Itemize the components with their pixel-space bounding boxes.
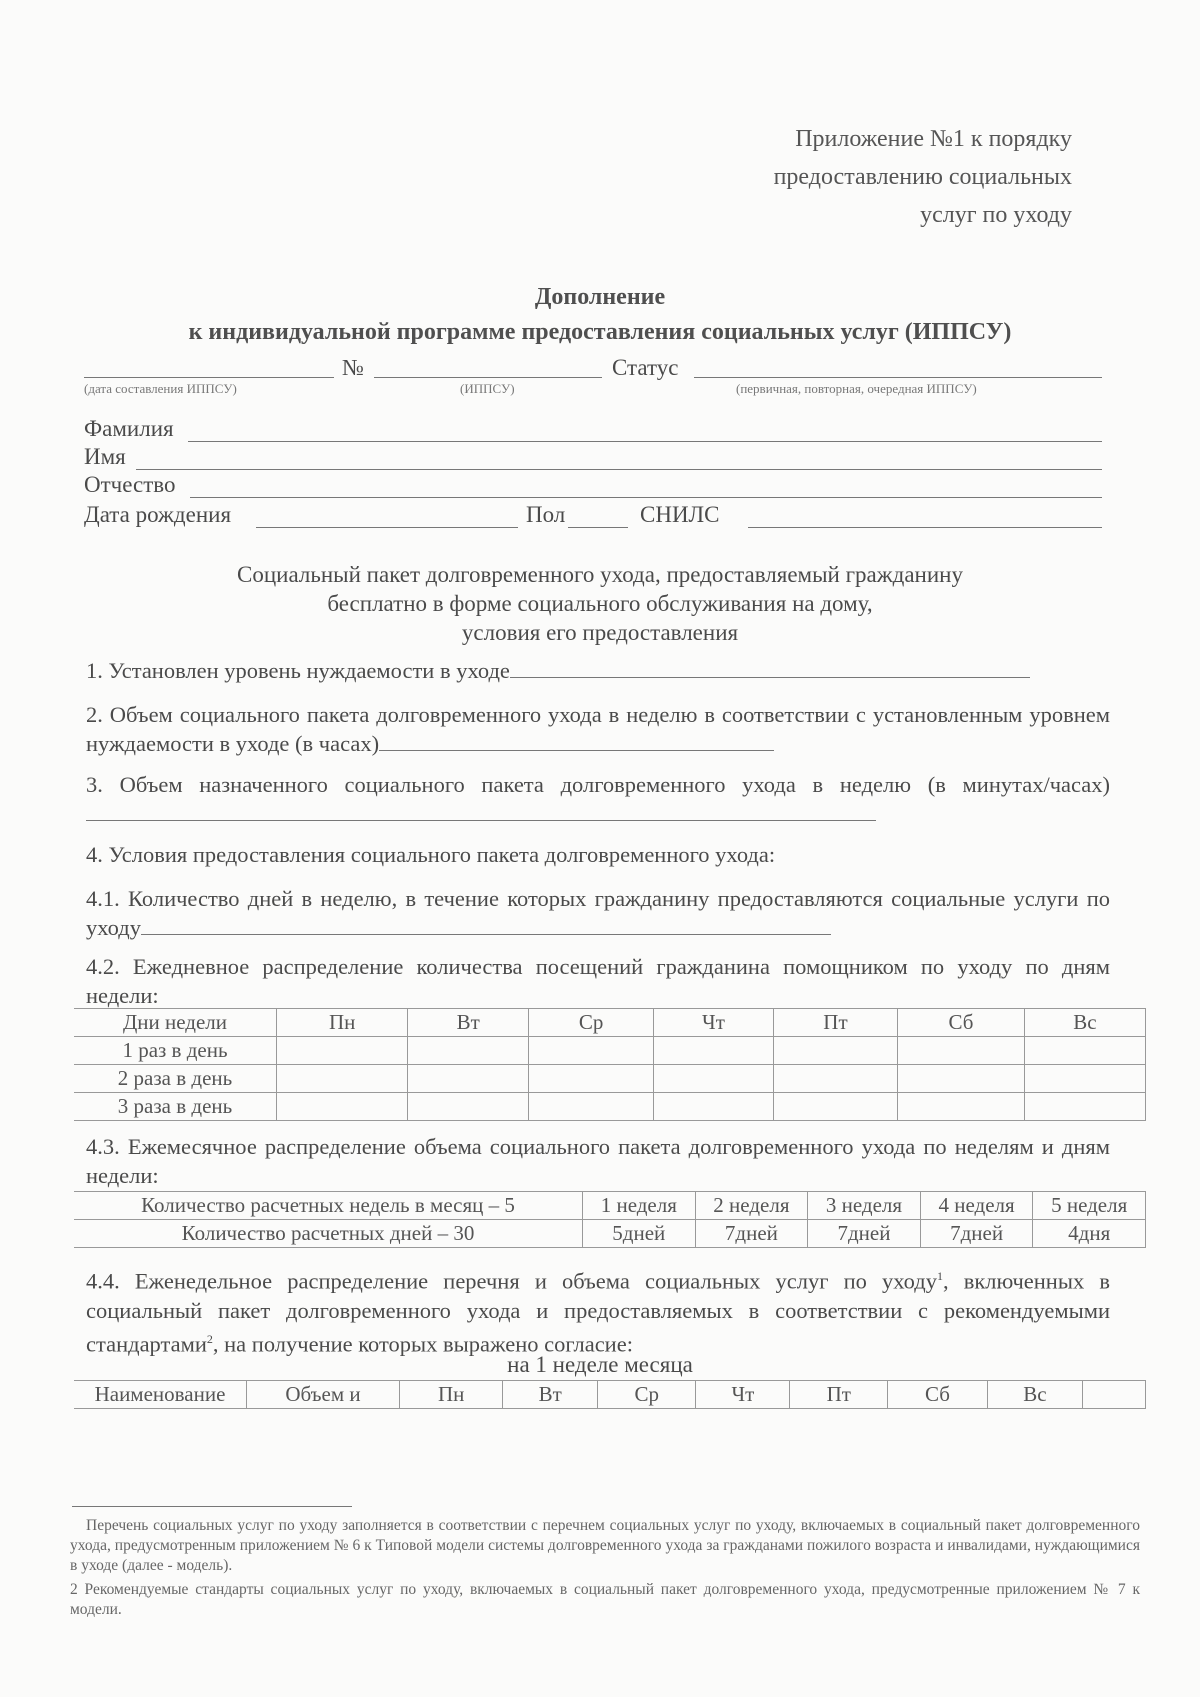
week1-caption: на 1 неделе месяца: [507, 1352, 693, 1377]
item-1-line[interactable]: [510, 659, 1030, 678]
item-4-2: 4.2. Ежедневное распределение количества посещений гражданина помощником по уходу по дням недели:: [86, 954, 1110, 1008]
visits-header-cell: Сб: [898, 1009, 1025, 1037]
item-3-text: 3. Объем назначенного социального пакета долговременного ухода в неделю (в минутах/часах): [86, 772, 1110, 797]
visits-header-cell: Пт: [773, 1009, 898, 1037]
visits-row-label: 3 раза в день: [74, 1093, 277, 1121]
visits-cell[interactable]: [1024, 1037, 1145, 1065]
ippsu-hint: (ИППСУ): [460, 381, 515, 396]
item-4-4: [86, 1262, 1110, 1358]
visits-cell[interactable]: [773, 1093, 898, 1121]
package-heading: [0, 560, 1200, 647]
name-field: [84, 442, 1102, 472]
visits-cell[interactable]: [1024, 1093, 1145, 1121]
visits-header-cell: Вс: [1024, 1009, 1145, 1037]
item-4-3: 4.3. Ежемесячное распределение объема социального пакета долговременного ухода по неделям и дням недели:: [86, 1134, 1110, 1188]
package-heading-line-3: условия его предоставления: [461, 620, 739, 645]
visits-cell[interactable]: [277, 1093, 408, 1121]
weekly-header-cell: Наименование: [74, 1381, 247, 1409]
monthly-table: [74, 1191, 1146, 1248]
weekly-services-table: [74, 1380, 1146, 1409]
appendix-line-2: предоставлению социальных: [773, 164, 1072, 190]
patronymic-field: [84, 470, 1102, 500]
monthly-days-cell: 7дней: [695, 1220, 808, 1248]
item-4-1-line[interactable]: [141, 916, 831, 935]
item-2-text: 2. Объем социального пакета долговременного ухода в неделю в соответствии с установленным уровнем нуждаемости в уходе (в часах): [86, 702, 1110, 756]
visits-header-cell: Вт: [408, 1009, 529, 1037]
monthly-days-label: Количество расчетных дней – 30: [74, 1220, 583, 1248]
monthly-week-cell: 3 неделя: [808, 1192, 921, 1220]
visits-cell[interactable]: [898, 1065, 1025, 1093]
item-2-line[interactable]: [379, 732, 774, 751]
table-row: [74, 1093, 1146, 1121]
monthly-days-cell: 7дней: [808, 1220, 921, 1248]
birth-date-label: Дата рождения: [84, 502, 232, 527]
document-title: Дополнение: [534, 284, 666, 310]
item-1: [86, 656, 1110, 685]
appendix-line-3: услуг по уходу: [920, 202, 1072, 228]
item-2: [86, 700, 1110, 758]
weekly-header-cell: Вс: [987, 1381, 1082, 1409]
weekly-header-cell: Ср: [598, 1381, 696, 1409]
visits-cell[interactable]: [408, 1093, 529, 1121]
footnote-ref-2[interactable]: 2: [206, 1331, 213, 1346]
table-row: [74, 1192, 1146, 1220]
visits-cell[interactable]: [529, 1065, 654, 1093]
visits-cell[interactable]: [654, 1037, 773, 1065]
item-4-4-text-a: 4.4. Еженедельное распределение перечня и объема социальных услуг по уходу: [86, 1268, 937, 1294]
snils-line[interactable]: [748, 527, 1102, 528]
status-line[interactable]: [694, 377, 1102, 378]
birth-sex-snils-row: [84, 500, 1102, 530]
number-sign: №: [342, 355, 364, 380]
item-3-line[interactable]: [86, 802, 876, 821]
visits-table: [74, 1008, 1146, 1121]
weekly-header-cell: Объем и: [247, 1381, 400, 1409]
monthly-week-cell: 5 неделя: [1033, 1192, 1146, 1220]
visits-cell[interactable]: [408, 1065, 529, 1093]
monthly-days-cell: 7дней: [920, 1220, 1033, 1248]
monthly-week-cell: 2 неделя: [695, 1192, 808, 1220]
visits-cell[interactable]: [654, 1093, 773, 1121]
appendix-line-1: Приложение №1 к порядку: [795, 126, 1072, 152]
sex-label: Пол: [526, 502, 566, 527]
weekly-header-cell: Пт: [790, 1381, 888, 1409]
patronymic-label: Отчество: [84, 472, 176, 497]
visits-row-label: 1 раз в день: [74, 1037, 277, 1065]
monthly-days-cell: 5дней: [583, 1220, 696, 1248]
visits-cell[interactable]: [654, 1065, 773, 1093]
document-subtitle: к индивидуальной программе предоставления социальных услуг (ИППСУ): [188, 319, 1012, 345]
visits-cell[interactable]: [773, 1065, 898, 1093]
weekly-header-cell: Чт: [696, 1381, 790, 1409]
weekly-header-cell: Пн: [400, 1381, 503, 1409]
item-4-1: [86, 884, 1110, 942]
item-4-4-text-b: , включенных в социальный пакет долговременного ухода и предоставляемых в соответствии с рекомендуемыми стандартами: [86, 1268, 1110, 1356]
birth-date-line[interactable]: [256, 527, 518, 528]
visits-header-row: [74, 1009, 1146, 1037]
visits-cell[interactable]: [773, 1037, 898, 1065]
weekly-header-cell: Вт: [503, 1381, 598, 1409]
visits-cell[interactable]: [898, 1093, 1025, 1121]
monthly-week-cell: 1 неделя: [583, 1192, 696, 1220]
item-4-1-text: 4.1. Количество дней в неделю, в течение которых гражданину предоставляются социальные услуги по уходу: [86, 886, 1110, 940]
visits-header-cell: Чт: [654, 1009, 773, 1037]
status-hint: (первичная, повторная, очередная ИППСУ): [736, 381, 977, 396]
footnote-1: Перечень социальных услуг по уходу заполняется в соответствии с перечнем социальных услуг по уходу, включаемых в социальный пакет долговременного ухода, предусмотренным приложением № 6 к Типовой модели системы долговременного ухода за гражданами пожилого возраста и инвалидами, нуждающимися в уходе (далее - модель).: [70, 1517, 1140, 1574]
visits-cell[interactable]: [1024, 1065, 1145, 1093]
sex-line[interactable]: [568, 527, 628, 528]
item-1-text: 1. Установлен уровень нуждаемости в уходе: [86, 658, 510, 683]
status-label: Статус: [612, 355, 679, 380]
weekly-header-row: [74, 1381, 1146, 1409]
date-hint: (дата составления ИППСУ): [84, 381, 237, 396]
number-line[interactable]: [374, 377, 602, 378]
visits-cell[interactable]: [898, 1037, 1025, 1065]
visits-cell[interactable]: [277, 1037, 408, 1065]
table-row: [74, 1065, 1146, 1093]
visits-cell[interactable]: [408, 1037, 529, 1065]
item-4-4-text-c: , на получение которых выражено согласие:: [212, 1331, 633, 1356]
surname-field: [84, 414, 1102, 444]
item-3: [86, 770, 1110, 828]
visits-cell[interactable]: [529, 1093, 654, 1121]
footnote-ref-1[interactable]: 1: [936, 1269, 943, 1283]
visits-header-cell: Дни недели: [74, 1009, 277, 1037]
visits-header-cell: Пн: [277, 1009, 408, 1037]
weekly-header-cell: Сб: [888, 1381, 987, 1409]
snils-label: СНИЛС: [640, 502, 720, 527]
table-row: [74, 1220, 1146, 1248]
visits-cell[interactable]: [529, 1037, 654, 1065]
visits-row-label: 2 раза в день: [74, 1065, 277, 1093]
footnote-2: 2 Рекомендуемые стандарты социальных услуг по уходу, включаемых в социальный пакет долговременного ухода, предусмотренные приложением № 7 к модели.: [70, 1581, 1140, 1618]
patronymic-line[interactable]: [190, 497, 1102, 498]
monthly-week-cell: 4 неделя: [920, 1192, 1033, 1220]
appendix-reference: [672, 120, 1072, 234]
visits-header-cell: Ср: [529, 1009, 654, 1037]
name-label: Имя: [84, 444, 126, 469]
date-line[interactable]: [84, 377, 334, 378]
monthly-weeks-label: Количество расчетных недель в месяц – 5: [74, 1192, 583, 1220]
weekly-header-cell: [1083, 1381, 1146, 1409]
monthly-days-cell: 4дня: [1033, 1220, 1146, 1248]
item-4: 4. Условия предоставления социального пакета долговременного ухода:: [86, 842, 776, 867]
surname-label: Фамилия: [84, 416, 174, 441]
package-heading-line-2: бесплатно в форме социального обслуживания на дому,: [327, 591, 873, 616]
visits-cell[interactable]: [277, 1065, 408, 1093]
table-row: [74, 1037, 1146, 1065]
footnote-separator: [72, 1506, 352, 1507]
header-row: [84, 355, 1102, 396]
package-heading-line-1: Социальный пакет долговременного ухода, предоставляемый гражданину: [237, 562, 963, 587]
